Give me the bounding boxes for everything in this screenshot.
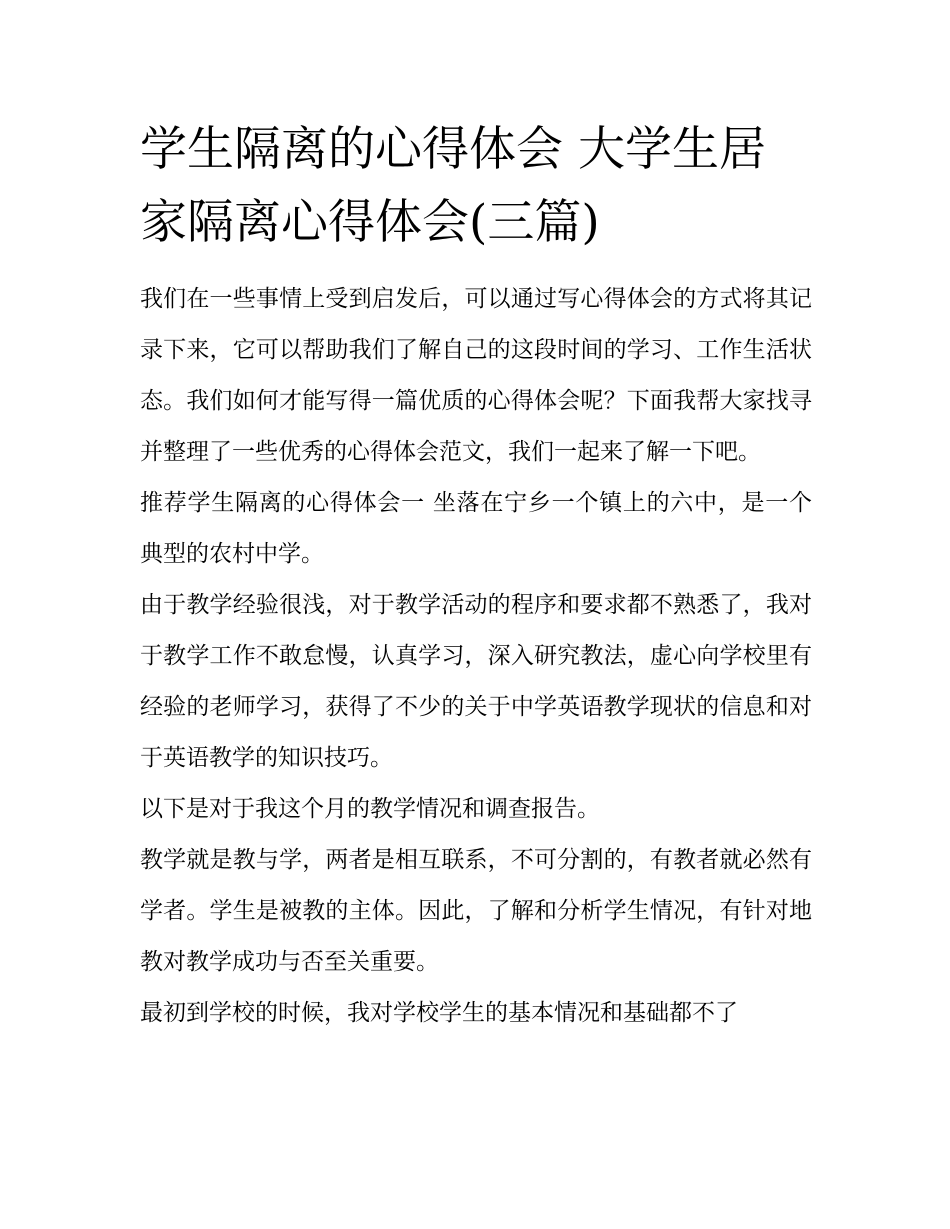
paragraph-initial: 最初到学校的时候，我对学校学生的基本情况和基础都不了 — [140, 1000, 738, 1026]
paragraph-report: 以下是对于我这个月的教学情况和调查报告。 — [140, 796, 600, 822]
paragraph-recommend: 推荐学生隔离的心得体会一 坐落在宁乡一个镇上的六中，是一个典型的农村中学。 — [140, 490, 812, 567]
document-page — [140, 113, 812, 1039]
paragraph-teaching: 教学就是教与学，两者是相互联系，不可分割的，有教者就必然有学者。学生是被教的主体。因此，了解和分析学生情况，有针对地教对教学成功与否至关重要。 — [140, 847, 812, 975]
paragraph-intro: 我们在一些事情上受到启发后，可以通过写心得体会的方式将其记录下来，它可以帮助我们了解自己的这段时间的学习、工作生活状态。我们如何才能写得一篇优质的心得体会呢？下面我帮大家找寻并整理了一些优秀的心得体会范文，我们一起来了解一下吧。 — [140, 286, 812, 465]
paragraph-experience: 由于教学经验很浅，对于教学活动的程序和要求都不熟悉了，我对于教学工作不敢怠慢，认真学习，深入研究教法，虚心向学校里有经验的老师学习，获得了不少的关于中学英语教学现状的信息和对于英语教学的知识技巧。 — [140, 592, 812, 771]
document-title: 学生隔离的心得体会 大学生居家隔离心得体会(三篇) — [140, 122, 766, 250]
